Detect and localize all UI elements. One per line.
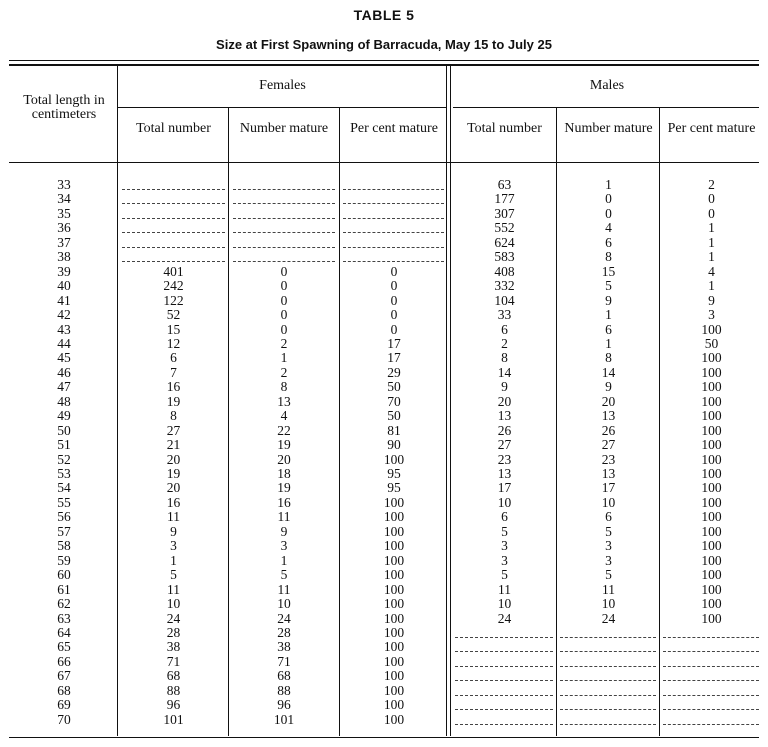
male-total-number-cell: 552 — [494, 220, 515, 236]
male-percent-mature-cell: 1 — [708, 234, 715, 250]
empty-dash — [663, 724, 759, 725]
male-number-mature-cell: 11 — [602, 581, 615, 597]
empty-dash — [663, 666, 759, 667]
male-percent-mature-cell: 100 — [701, 451, 722, 467]
empty-dash — [663, 637, 759, 638]
female-number-mature-cell: 38 — [277, 639, 291, 655]
female-total-number-cell: 16 — [166, 379, 181, 395]
females-percent-mature-header: Per cent mature — [350, 121, 438, 136]
female-total-number-cell: 6 — [170, 350, 177, 366]
female-number-mature-cell: 16 — [277, 494, 291, 510]
male-number-mature-cell: 10 — [601, 596, 616, 612]
female-percent-mature-cell: 50 — [387, 408, 401, 424]
female-total-number-cell: 3 — [170, 538, 177, 554]
female-total-number-cell: 68 — [166, 668, 181, 684]
female-number-mature-cell: 96 — [277, 697, 291, 713]
length-cell: 46 — [57, 364, 71, 380]
male-total-number-cell: 27 — [497, 437, 512, 453]
length-cell: 38 — [57, 249, 71, 265]
male-percent-mature-cell: 1 — [708, 220, 715, 236]
male-number-mature-cell: 24 — [601, 610, 616, 626]
male-total-number-cell: 14 — [497, 364, 512, 380]
female-percent-mature-cell: 100 — [383, 624, 405, 640]
female-number-mature-cell: 0 — [280, 263, 288, 279]
female-percent-mature-cell: 0 — [390, 292, 398, 308]
male-total-number-cell: 3 — [501, 538, 508, 554]
female-percent-mature-cell: 70 — [387, 393, 401, 409]
male-total-number-cell: 26 — [497, 422, 512, 438]
male-total-number-cell: 307 — [494, 205, 515, 221]
empty-dash — [233, 232, 335, 233]
female-percent-mature-cell: 29 — [387, 364, 401, 380]
length-cell: 68 — [57, 682, 71, 698]
female-total-number-cell: 11 — [167, 509, 180, 525]
female-number-mature-cell: 22 — [277, 422, 291, 438]
length-cell: 49 — [57, 408, 71, 424]
male-number-mature-cell: 15 — [601, 263, 616, 279]
female-number-mature-cell: 0 — [280, 307, 288, 323]
empty-dash — [122, 189, 225, 190]
male-number-mature-cell: 6 — [605, 509, 612, 525]
length-cell: 33 — [57, 177, 71, 192]
female-col-divider-2 — [339, 108, 340, 736]
empty-dash — [343, 203, 444, 204]
bottom-rule — [9, 737, 759, 738]
male-number-mature-cell: 8 — [605, 350, 612, 366]
male-percent-mature-cell: 4 — [708, 263, 715, 279]
female-number-mature-cell: 2 — [280, 364, 288, 380]
male-percent-mature-cell: 100 — [701, 480, 722, 496]
empty-dash — [560, 651, 656, 652]
length-cell: 51 — [57, 437, 71, 453]
male-number-mature-cell: 3 — [605, 538, 612, 554]
male-percent-mature-cell: 2 — [708, 177, 715, 192]
male-number-mature-cell: 14 — [601, 364, 616, 380]
female-percent-mature-cell: 100 — [383, 552, 405, 568]
male-number-mature-cell: 9 — [605, 292, 612, 308]
empty-dash — [455, 724, 553, 725]
female-percent-mature-cell: 100 — [383, 697, 405, 713]
female-percent-mature-cell: 100 — [383, 523, 405, 539]
male-percent-mature-cell: 100 — [701, 422, 722, 438]
female-number-mature-cell: 4 — [280, 408, 288, 424]
group-divider-left — [446, 65, 447, 736]
length-cell: 66 — [57, 653, 71, 669]
female-number-mature-cell: 8 — [280, 379, 288, 395]
length-cell: 60 — [57, 567, 71, 583]
male-percent-mature-cell: 50 — [704, 335, 719, 351]
male-percent-mature-cell: 3 — [708, 307, 715, 323]
female-total-number-cell: 88 — [166, 682, 181, 698]
male-total-number-cell: 23 — [497, 451, 512, 467]
length-cell: 42 — [57, 307, 71, 323]
male-number-mature-cell: 8 — [605, 249, 612, 265]
female-number-mature-cell: 0 — [280, 321, 288, 337]
female-percent-mature-cell: 100 — [383, 494, 405, 510]
male-total-number-cell: 624 — [494, 234, 515, 250]
female-number-mature-cell: 0 — [280, 278, 288, 294]
empty-dash — [663, 680, 759, 681]
male-percent-mature-cell: 100 — [701, 523, 722, 539]
female-percent-mature-cell: 100 — [383, 567, 405, 583]
male-percent-mature-cell: 100 — [701, 538, 722, 554]
empty-dash — [343, 247, 444, 248]
female-number-mature-cell: 19 — [277, 480, 291, 496]
female-total-number-cell: 11 — [167, 581, 180, 597]
female-percent-mature-cell: 0 — [390, 263, 398, 279]
female-number-mature-cell: 3 — [280, 538, 288, 554]
top-rule-lower — [9, 64, 759, 66]
length-cell: 56 — [57, 509, 71, 525]
stub-header: Total length in centimeters — [23, 93, 105, 122]
stub-divider — [117, 65, 118, 736]
length-cell: 45 — [57, 350, 71, 366]
group-divider-right — [450, 65, 451, 736]
female-total-number-cell: 8 — [170, 408, 177, 424]
female-number-mature-cell: 5 — [280, 567, 288, 583]
female-number-mature-cell: 101 — [273, 711, 295, 727]
male-total-number-cell: 24 — [497, 610, 512, 626]
male-total-number-cell: 5 — [501, 523, 508, 539]
male-total-number-cell: 583 — [494, 249, 515, 265]
female-col-divider-1 — [228, 108, 229, 736]
length-cell: 67 — [57, 668, 71, 684]
female-percent-mature-cell: 81 — [387, 422, 401, 438]
empty-dash — [663, 709, 759, 710]
length-cell: 39 — [57, 263, 71, 279]
empty-dash — [455, 709, 553, 710]
male-number-mature-cell: 9 — [605, 379, 612, 395]
males-total-number-header: Total number — [467, 121, 542, 136]
female-total-number-cell: 27 — [166, 422, 181, 438]
male-percent-mature-cell: 100 — [701, 364, 722, 380]
female-percent-mature-cell: 100 — [383, 639, 405, 655]
male-col-divider-2 — [659, 108, 660, 736]
empty-dash — [560, 637, 656, 638]
empty-dash — [122, 232, 225, 233]
female-percent-mature-cell: 100 — [383, 668, 405, 684]
length-cell: 62 — [57, 596, 71, 612]
male-percent-mature-cell: 1 — [708, 249, 715, 265]
female-number-mature-cell: 11 — [277, 581, 291, 597]
top-rule-upper — [9, 60, 759, 61]
empty-dash — [560, 666, 656, 667]
length-cell: 44 — [57, 335, 71, 351]
male-number-mature-cell: 1 — [605, 307, 612, 323]
female-number-mature-cell: 1 — [280, 350, 288, 366]
female-total-number-cell: 242 — [163, 278, 184, 294]
female-percent-mature-cell: 0 — [390, 278, 398, 294]
empty-dash — [455, 695, 553, 696]
female-total-number-cell: 101 — [163, 711, 184, 727]
male-number-mature-cell: 13 — [601, 408, 616, 424]
male-number-mature-cell: 4 — [605, 220, 612, 236]
empty-dash — [233, 261, 335, 262]
empty-dash — [122, 218, 225, 219]
male-total-number-cell: 5 — [501, 567, 508, 583]
female-number-mature-cell: 18 — [277, 466, 291, 481]
male-total-number-cell: 17 — [497, 480, 512, 496]
female-total-number-cell: 38 — [166, 639, 181, 655]
male-total-number-cell: 63 — [497, 177, 512, 192]
length-cell: 40 — [57, 278, 71, 294]
header-bottom-rule — [9, 162, 759, 163]
female-number-mature-cell: 1 — [280, 552, 288, 568]
male-total-number-cell: 8 — [501, 350, 508, 366]
male-percent-mature-cell: 100 — [701, 552, 722, 568]
male-total-number-cell: 104 — [494, 292, 515, 308]
male-number-mature-cell: 5 — [605, 567, 612, 583]
female-total-number-cell: 12 — [166, 335, 181, 351]
male-total-number-cell: 10 — [497, 494, 512, 510]
empty-dash — [233, 189, 335, 190]
female-number-mature-cell: 71 — [277, 653, 291, 669]
female-total-number-cell: 16 — [166, 494, 181, 510]
male-number-mature-cell: 6 — [605, 234, 612, 250]
female-percent-mature-cell: 100 — [383, 610, 405, 626]
female-number-mature-cell: 68 — [277, 668, 291, 684]
female-total-number-cell: 20 — [166, 451, 181, 467]
length-cell: 63 — [57, 610, 71, 626]
empty-dash — [560, 695, 656, 696]
male-percent-mature-cell: 100 — [701, 466, 722, 481]
male-number-mature-cell: 17 — [601, 480, 616, 496]
male-total-number-cell: 6 — [501, 321, 508, 337]
male-percent-mature-cell: 0 — [708, 191, 715, 207]
male-percent-mature-cell: 100 — [701, 596, 722, 612]
female-percent-mature-cell: 100 — [383, 581, 405, 597]
female-percent-mature-cell: 100 — [383, 682, 405, 698]
empty-dash — [343, 189, 444, 190]
male-total-number-cell: 2 — [501, 335, 508, 351]
male-total-number-cell: 9 — [501, 379, 508, 395]
empty-dash — [122, 203, 225, 204]
males-number-mature-header: Number mature — [564, 121, 653, 136]
male-total-number-cell: 177 — [494, 191, 515, 207]
female-percent-mature-cell: 0 — [390, 321, 398, 337]
male-percent-mature-cell: 0 — [708, 205, 715, 221]
female-total-number-cell: 5 — [170, 567, 177, 583]
female-percent-mature-cell: 100 — [383, 596, 405, 612]
male-number-mature-cell: 5 — [605, 278, 612, 294]
female-total-number-cell: 1 — [170, 552, 177, 568]
male-number-mature-cell: 27 — [601, 437, 616, 453]
length-cell: 53 — [57, 466, 71, 481]
female-percent-mature-cell: 100 — [383, 711, 405, 727]
length-cell: 70 — [57, 711, 71, 727]
female-percent-mature-cell: 50 — [387, 379, 401, 395]
empty-dash — [343, 218, 444, 219]
male-percent-mature-cell: 1 — [708, 278, 715, 294]
length-cell: 58 — [57, 538, 71, 554]
length-cell: 59 — [57, 552, 71, 568]
male-number-mature-cell: 10 — [601, 494, 616, 510]
length-cell: 50 — [57, 422, 71, 438]
length-cell: 34 — [57, 191, 71, 207]
female-percent-mature-cell: 100 — [383, 509, 405, 525]
empty-dash — [343, 261, 444, 262]
female-total-number-cell: 96 — [166, 697, 181, 713]
female-number-mature-cell: 9 — [280, 523, 288, 539]
male-number-mature-cell: 20 — [601, 393, 616, 409]
females-group-rule — [118, 107, 446, 108]
male-percent-mature-cell: 100 — [701, 350, 722, 366]
males-group-rule — [453, 107, 759, 108]
male-number-mature-cell: 5 — [605, 523, 612, 539]
male-number-mature-cell: 0 — [605, 205, 612, 221]
male-number-mature-cell: 13 — [601, 466, 616, 481]
female-number-mature-cell: 28 — [277, 624, 291, 640]
male-percent-mature-cell: 100 — [701, 610, 722, 626]
male-number-mature-cell: 0 — [605, 191, 612, 207]
empty-dash — [560, 724, 656, 725]
empty-dash — [663, 695, 759, 696]
empty-dash — [122, 261, 225, 262]
length-cell: 57 — [57, 523, 71, 539]
females-number-mature-header: Number mature — [239, 121, 329, 136]
female-number-mature-cell: 88 — [277, 682, 291, 698]
males-group-header: Males — [589, 78, 625, 93]
length-cell: 41 — [57, 292, 71, 308]
empty-dash — [455, 680, 553, 681]
table-number: TABLE 5 — [353, 7, 415, 23]
empty-dash — [455, 651, 553, 652]
length-cell: 64 — [57, 624, 71, 640]
female-percent-mature-cell: 17 — [387, 335, 401, 351]
male-number-mature-cell: 3 — [605, 552, 612, 568]
male-percent-mature-cell: 100 — [701, 321, 722, 337]
male-number-mature-cell: 1 — [605, 177, 612, 192]
females-total-number-header: Total number — [136, 121, 211, 136]
length-cell: 54 — [57, 480, 71, 496]
female-total-number-cell: 20 — [166, 480, 181, 496]
female-number-mature-cell: 19 — [277, 437, 291, 453]
females-group-header: Females — [259, 78, 306, 93]
male-total-number-cell: 332 — [494, 278, 515, 294]
female-total-number-cell: 19 — [166, 466, 181, 481]
female-total-number-cell: 21 — [166, 437, 181, 453]
female-total-number-cell: 401 — [163, 263, 184, 279]
male-percent-mature-cell: 100 — [701, 567, 722, 583]
length-cell: 37 — [57, 234, 71, 250]
length-cell: 65 — [57, 639, 71, 655]
female-number-mature-cell: 13 — [277, 393, 291, 409]
female-number-mature-cell: 0 — [280, 292, 288, 308]
male-number-mature-cell: 23 — [601, 451, 616, 467]
empty-dash — [233, 218, 335, 219]
male-percent-mature-cell: 100 — [701, 408, 722, 424]
length-cell: 36 — [57, 220, 71, 236]
male-percent-mature-cell: 9 — [708, 292, 715, 308]
female-percent-mature-cell: 95 — [387, 480, 401, 496]
female-percent-mature-cell: 90 — [387, 437, 401, 453]
male-total-number-cell: 20 — [497, 393, 512, 409]
male-total-number-cell: 6 — [501, 509, 508, 525]
male-col-divider-1 — [556, 108, 557, 736]
length-cell: 43 — [57, 321, 71, 337]
male-total-number-cell: 10 — [497, 596, 512, 612]
empty-dash — [233, 203, 335, 204]
empty-dash — [455, 666, 553, 667]
male-total-number-cell: 11 — [498, 581, 511, 597]
female-percent-mature-cell: 17 — [387, 350, 401, 366]
male-percent-mature-cell: 100 — [701, 393, 722, 409]
female-total-number-cell: 28 — [166, 624, 181, 640]
males-percent-mature-header: Per cent mature — [667, 121, 756, 136]
female-total-number-cell: 15 — [166, 321, 181, 337]
female-total-number-cell: 24 — [166, 610, 181, 626]
female-percent-mature-cell: 0 — [390, 307, 398, 323]
male-total-number-cell: 33 — [497, 307, 512, 323]
male-total-number-cell: 408 — [494, 263, 515, 279]
length-cell: 52 — [57, 451, 71, 467]
female-total-number-cell: 122 — [163, 292, 184, 308]
female-percent-mature-cell: 95 — [387, 466, 401, 481]
male-number-mature-cell: 1 — [605, 335, 612, 351]
female-total-number-cell: 10 — [166, 596, 181, 612]
empty-dash — [233, 247, 335, 248]
male-total-number-cell: 3 — [501, 552, 508, 568]
table-caption: Size at First Spawning of Barracuda, May 15 to July 25 — [216, 37, 552, 52]
female-total-number-cell: 7 — [170, 364, 177, 380]
male-total-number-cell: 13 — [497, 466, 512, 481]
female-total-number-cell: 19 — [166, 393, 181, 409]
female-total-number-cell: 52 — [166, 307, 181, 323]
female-number-mature-cell: 24 — [277, 610, 291, 626]
male-percent-mature-cell: 100 — [701, 379, 722, 395]
male-percent-mature-cell: 100 — [701, 509, 722, 525]
empty-dash — [122, 247, 225, 248]
empty-dash — [343, 232, 444, 233]
female-total-number-cell: 71 — [166, 653, 181, 669]
length-cell: 48 — [57, 393, 71, 409]
female-number-mature-cell: 11 — [277, 509, 291, 525]
female-percent-mature-cell: 100 — [383, 538, 405, 554]
male-percent-mature-cell: 100 — [701, 494, 722, 510]
male-number-mature-cell: 6 — [605, 321, 612, 337]
empty-dash — [560, 709, 656, 710]
length-cell: 35 — [57, 205, 71, 221]
male-percent-mature-cell: 100 — [701, 581, 722, 597]
female-total-number-cell: 9 — [170, 523, 177, 539]
length-cell: 69 — [57, 697, 71, 713]
male-number-mature-cell: 26 — [601, 422, 616, 438]
male-percent-mature-cell: 100 — [701, 437, 722, 453]
female-percent-mature-cell: 100 — [383, 451, 405, 467]
empty-dash — [663, 651, 759, 652]
female-percent-mature-cell: 100 — [383, 653, 405, 669]
empty-dash — [455, 637, 553, 638]
length-cell: 47 — [57, 379, 71, 395]
male-total-number-cell: 13 — [497, 408, 512, 424]
length-cell: 55 — [57, 494, 71, 510]
female-number-mature-cell: 10 — [277, 596, 291, 612]
female-number-mature-cell: 20 — [277, 451, 291, 467]
empty-dash — [560, 680, 656, 681]
female-number-mature-cell: 2 — [280, 335, 288, 351]
length-cell: 61 — [57, 581, 71, 597]
